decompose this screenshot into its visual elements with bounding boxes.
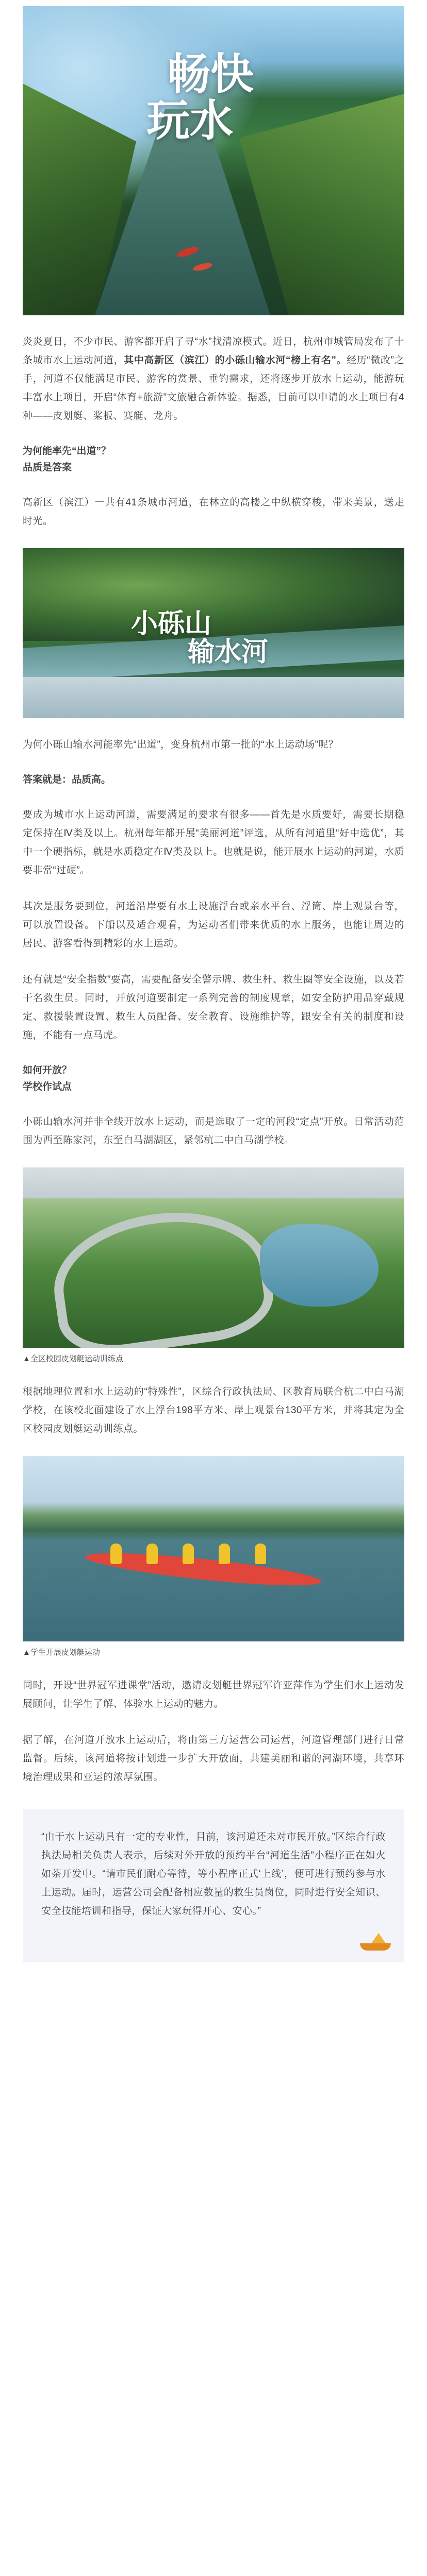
- photo-buildings: [23, 1167, 404, 1198]
- quote-box: [23, 1809, 404, 1962]
- photo-track: [45, 1199, 278, 1348]
- photo-rower: [110, 1544, 122, 1564]
- section2-heading: [23, 1062, 404, 1095]
- kayaking-photo: [23, 1456, 404, 1641]
- section1-question: 为何能率先“出道”？: [23, 446, 111, 456]
- page-bottom-spacer: [23, 1962, 404, 1996]
- quote-text: “由于水上运动具有一定的专业性，目前，该河道还未对市民开放。”区综合行政执法局相关负责人表示，后续对外开放的预约平台“河道生活”小程序正在如火如荼开发中。“请市民们耐心等待，等小程序正式‘上线’，便可进行预约参与水上运动。届时，运营公司会配备相应数量的救生员岗位，同时进行安全知识、安全技能培训和指导，保证大家玩得开心、安心。”: [41, 1832, 386, 1917]
- hero-title-line1: 畅快: [167, 48, 254, 99]
- intro-paragraph: [23, 333, 404, 426]
- section1-paragraph: 高新区（滨江）一共有41条城市河道，在林立的高楼之中纵横穿梭，带来美景，送走时光。: [23, 497, 404, 527]
- hero-title-line2: 玩水: [146, 95, 234, 146]
- section1-answer: 品质是答案: [23, 462, 72, 473]
- article: [0, 6, 427, 1996]
- training-site-photo: [23, 1167, 404, 1348]
- banner-road: [23, 677, 404, 718]
- section2-paragraph-2: 根据地理位置和水上运动的“特殊性”，区综合行政执法局、区教育局联合杭二中白马湖学校，在该校北面建设了水上浮台198平方米、岸上观景台130平方米，并将其定为全区校园皮划艇运动训练点。: [23, 1386, 404, 1434]
- photo-rower: [183, 1544, 194, 1564]
- photo-rower: [146, 1544, 158, 1564]
- section3-paragraph-2: 据了解，在河道开放水上运动后，将由第三方运营公司运营，河道管理部门进行日常监督。后续，该河道将按计划进一步扩大开放面，共建美丽和谐的河湖环境，共享环境治理成果和亚运的浓厚氛围。: [23, 1735, 404, 1783]
- photo-rower: [219, 1544, 230, 1564]
- banner-title-line2: 输水河: [188, 636, 269, 668]
- photo1-caption: ▲全区校园皮划艇运动训练点: [23, 1354, 123, 1363]
- sailboat-sail: [371, 1933, 386, 1943]
- river-banner-image: [23, 548, 404, 718]
- photo-rower: [255, 1544, 266, 1564]
- section1-paragraph-3: 要成为城市水上运动河道，需要满足的要求有很多——首先是水质要好，需要长期稳定保持在Ⅳ类及以上。杭州每年都开展“美丽河道”评选，从所有河道里“好中选优”，其中一个硬指标，就是水质稳定在Ⅳ类及以上。也就是说，能开展水上运动的河道，水质要非常“过硬”。: [23, 809, 404, 876]
- sailboat-hull: [360, 1943, 391, 1951]
- photo-pool: [260, 1224, 379, 1307]
- section2-answer: 学校作试点: [23, 1081, 72, 1092]
- section1-paragraph-4: 其次是服务要到位，河道沿岸要有水上设施浮台或亲水平台、浮筒、岸上观景台等，可以放置设备。下船以及适合观看，为运动者们带来优质的水上服务，也能让周边的居民、游客看得到精彩的水上运动。: [23, 901, 404, 949]
- hero-title: [146, 48, 254, 146]
- banner-title: [131, 610, 268, 666]
- hero-bank-right: [239, 94, 404, 315]
- photo2-caption: ▲学生开展皮划艇运动: [23, 1648, 100, 1657]
- section2-paragraph: 小砾山输水河并非全线开放水上运动，而是选取了一定的河段“定点”开放。日常活动范围为西至陈家河，东至白马湖湖区，紧邻杭二中白马湖学校。: [23, 1116, 404, 1146]
- section1-paragraph-5: 还有就是“安全指数”要高，需要配备安全警示牌、救生杆、救生圈等安全设施，以及若干名救生员。同时，开放河道要制定一系列完善的制度规章，如安全防护用品穿戴规定、救援装置设置、救生人员配备、安全教育、设施维护等，跟安全有关的制度和设施，不能有一点马虎。: [23, 974, 404, 1041]
- sailboat-icon: [360, 1933, 391, 1951]
- section1-paragraph-2: 为何小砾山输水河能率先“出道”，变身杭州市第一批的“水上运动场”呢？: [23, 739, 339, 750]
- intro-strong: 其中高新区（滨江）的小砾山输水河“榜上有名”。: [124, 355, 347, 366]
- intro-text-after: 经历“微改”之手，河道不仅能满足市民、游客的赏景、垂钓需求，还将逐步开放水上运动，能游玩丰富水上项目，开启“体育+旅游”文旅融合新体验。据悉，目前可以申请的水上项目有4种——皮划艇、桨板、赛艇、龙舟。: [23, 355, 404, 421]
- intro-text-before: 炎炎夏日，不少市民、游客都开启了寻“水”找清凉模式。近日，杭州市城管局发布了十条城市水上运动河道，: [23, 336, 404, 366]
- answer-line: 答案就是：品质高。: [23, 774, 111, 785]
- hero-image: [23, 6, 404, 315]
- section3-paragraph-1: 同时，开设“世界冠军进课堂”活动，邀请皮划艇世界冠军许亚萍作为学生们水上运动发展顾问，让学生了解、体验水上运动的魅力。: [23, 1680, 404, 1709]
- section2-question: 如何开放？: [23, 1065, 72, 1076]
- section1-heading: [23, 443, 404, 476]
- banner-title-line1: 小砾山: [131, 608, 212, 639]
